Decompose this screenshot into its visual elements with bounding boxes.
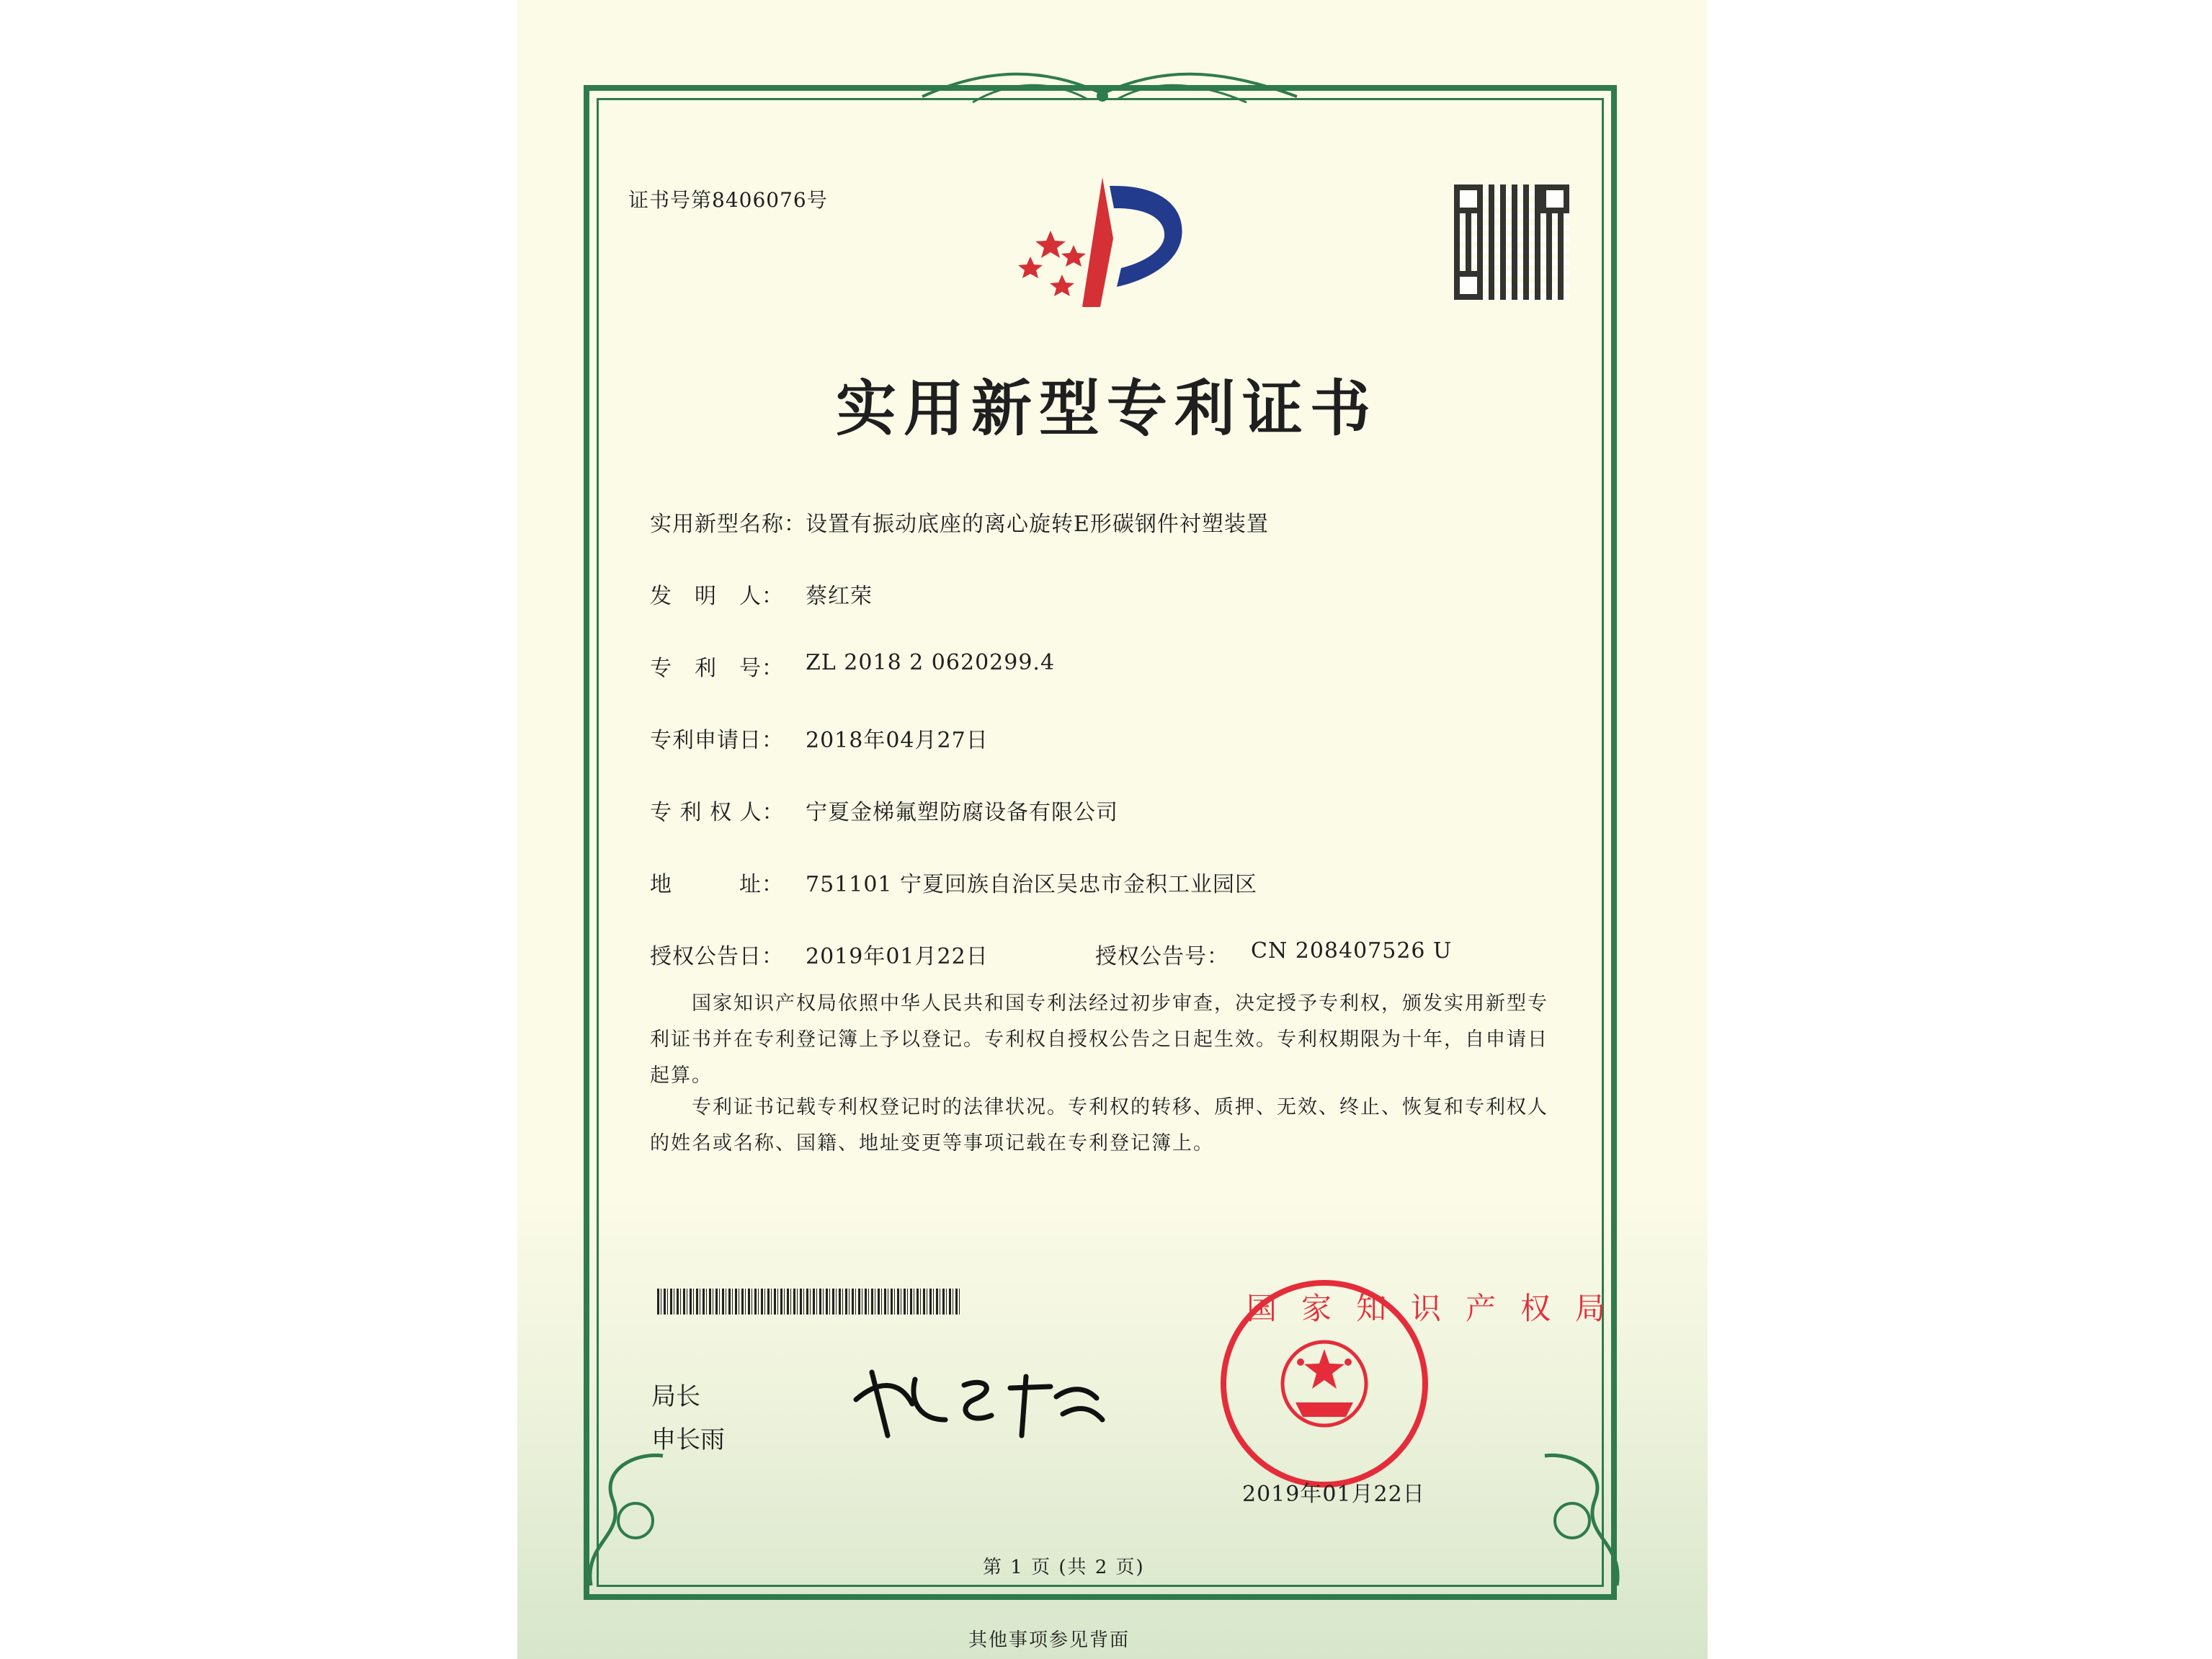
grant-paragraph: 国家知识产权局依照中华人民共和国专利法经过初步审查，决定授予专利权，颁发实用新型专利证书并在专利登记簿上予以登记。专利权自授权公告之日起生效。专利权期限为十年，自申请日起算。 bbox=[650, 992, 1548, 1087]
legal-status-paragraph: 专利证书记载专利权登记时的法律状况。专利权的转移、质押、无效、终止、恢复和专利权人的姓名或名称、国籍、地址变更等事项记载在专利登记簿上。 bbox=[650, 1096, 1548, 1155]
top-ornament-icon bbox=[908, 63, 1311, 121]
field-value-name: 设置有振动底座的离心旋转E形碳钢件衬塑装置 bbox=[806, 512, 1269, 537]
announcement-number: CN 208407526 U bbox=[1251, 938, 1453, 964]
field-value-patent-number: ZL 2018 2 0620299.4 bbox=[806, 650, 1056, 675]
seal-date: 2019年01月22日 bbox=[1242, 1482, 1425, 1507]
field-label-patentee: 专 利 权 人： bbox=[650, 800, 785, 825]
field-value-address: 751101 宁夏回族自治区吴忠市金积工业园区 bbox=[806, 872, 1258, 897]
signature-icon bbox=[843, 1355, 1117, 1449]
certificate-number: 证书号第8406076号 bbox=[628, 188, 828, 212]
certificate-title: 实用新型专利证书 bbox=[836, 373, 1378, 444]
field-label-grant-date: 授权公告日： bbox=[650, 944, 784, 969]
barcode bbox=[657, 1289, 960, 1315]
field-label-application-date: 专利申请日： bbox=[650, 728, 784, 753]
director-title: 局长 bbox=[651, 1382, 700, 1411]
field-value-inventor: 蔡红荣 bbox=[806, 584, 873, 609]
field-value-application-date: 2018年04月27日 bbox=[806, 728, 989, 753]
seal-text: 国家知识产权局 bbox=[1247, 1291, 1631, 1326]
page-indicator: 第 1 页 (共 2 页) bbox=[983, 1557, 1145, 1578]
announcement-label: 授权公告号： bbox=[1095, 944, 1229, 969]
patent-logo-icon bbox=[1002, 170, 1196, 314]
field-label-inventor: 发 明 人： bbox=[650, 584, 784, 609]
director-name: 申长雨 bbox=[651, 1426, 725, 1454]
field-label-patent-number: 专 利 号： bbox=[650, 656, 784, 681]
qr-code bbox=[1454, 184, 1569, 300]
field-label-address: 地 址： bbox=[650, 872, 784, 897]
field-value-grant-date: 2019年01月22日 bbox=[806, 944, 989, 969]
back-note: 其他事项参见背面 bbox=[968, 1629, 1130, 1651]
field-label-name: 实用新型名称： bbox=[650, 512, 806, 537]
bottom-right-ornament-icon bbox=[1516, 1413, 1638, 1600]
field-value-patentee: 宁夏金梯氟塑防腐设备有限公司 bbox=[806, 800, 1118, 825]
